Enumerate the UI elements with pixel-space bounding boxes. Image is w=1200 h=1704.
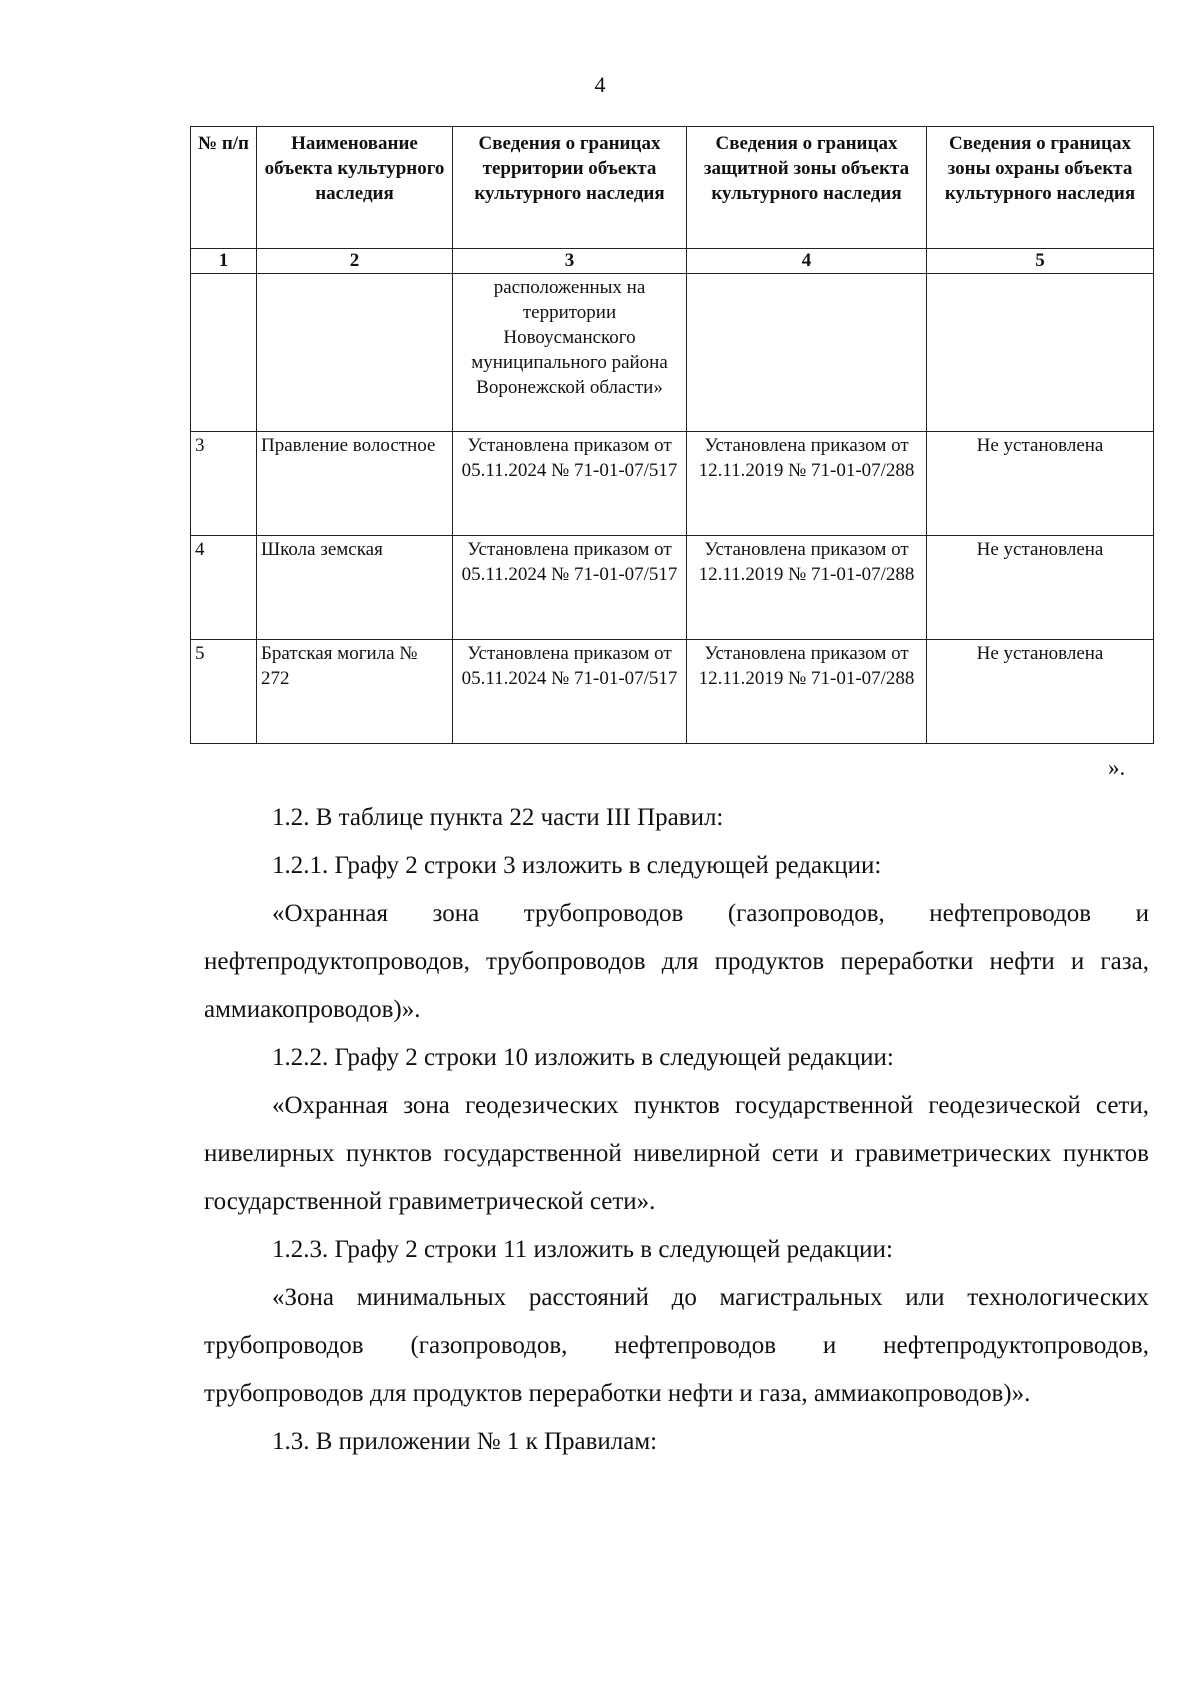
cell-object-name: Правление волостное bbox=[257, 432, 453, 536]
cell-object-name: Школа земская bbox=[257, 536, 453, 640]
cell-protective-zone: Установлена приказом от 12.11.2019 № 71-01-07/288 bbox=[687, 536, 927, 640]
cell-object-name bbox=[257, 274, 453, 432]
table-row bbox=[191, 274, 1154, 432]
column-number: 2 bbox=[257, 249, 453, 274]
header-protection-zone: Сведения о границах зоны охраны объекта культурного наследия bbox=[927, 127, 1154, 249]
table-header-row bbox=[191, 127, 1154, 249]
header-territory: Сведения о границах территории объекта культурного наследия bbox=[453, 127, 687, 249]
header-object-name: Наименование объекта культурного наследия bbox=[257, 127, 453, 249]
paragraph: 1.2. В таблице пункта 22 части III Правил: bbox=[272, 804, 724, 831]
paragraph: 1.2.3. Графу 2 строки 11 изложить в следующей редакции: bbox=[272, 1236, 893, 1263]
paragraph: 1.2.1. Графу 2 строки 3 изложить в следующей редакции: bbox=[272, 852, 882, 879]
cell-number: 5 bbox=[191, 640, 257, 744]
cell-protection-zone: Не установлена bbox=[927, 432, 1154, 536]
paragraph: «Зона минимальных расстояний до магистральных или технологических трубопроводов (газопроводов, нефтепроводов и нефтепродуктопроводов, трубопроводов для продуктов переработки нефти и газа, аммиакопроводов)». bbox=[204, 1284, 1149, 1407]
table-row bbox=[191, 432, 1154, 536]
paragraph: «Охранная зона геодезических пунктов государственной геодезической сети, нивелирных пунктов государственной нивелирной сети и гравиметрических пунктов государственной гравиметрической сети». bbox=[204, 1092, 1149, 1215]
column-number: 1 bbox=[191, 249, 257, 274]
cell-territory: Установлена приказом от 05.11.2024 № 71-01-07/517 bbox=[453, 640, 687, 744]
page-number: 4 bbox=[594, 72, 606, 97]
cell-protective-zone bbox=[687, 274, 927, 432]
cell-number: 4 bbox=[191, 536, 257, 640]
cell-protective-zone: Установлена приказом от 12.11.2019 № 71-01-07/288 bbox=[687, 640, 927, 744]
table-row bbox=[191, 640, 1154, 744]
header-protective-zone: Сведения о границах защитной зоны объекта культурного наследия bbox=[687, 127, 927, 249]
heritage-table bbox=[190, 126, 1154, 744]
column-number: 4 bbox=[687, 249, 927, 274]
cell-object-name: Братская могила № 272 bbox=[257, 640, 453, 744]
cell-territory: расположенных на территории Новоусманского муниципального района Воронежской области» bbox=[453, 274, 687, 432]
paragraph: 1.3. В приложении № 1 к Правилам: bbox=[272, 1428, 658, 1455]
column-numbers-row bbox=[191, 249, 1154, 274]
cell-protective-zone: Установлена приказом от 12.11.2019 № 71-01-07/288 bbox=[687, 432, 927, 536]
paragraph: «Охранная зона трубопроводов (газопроводов, нефтепроводов и нефтепродуктопроводов, трубопроводов для продуктов переработки нефти и газа, аммиакопроводов)». bbox=[204, 900, 1149, 1023]
cell-number bbox=[191, 274, 257, 432]
cell-protection-zone bbox=[927, 274, 1154, 432]
cell-territory: Установлена приказом от 05.11.2024 № 71-01-07/517 bbox=[453, 536, 687, 640]
table-row bbox=[191, 536, 1154, 640]
column-number: 3 bbox=[453, 249, 687, 274]
body-text bbox=[204, 794, 1149, 1466]
column-number: 5 bbox=[927, 249, 1154, 274]
cell-number: 3 bbox=[191, 432, 257, 536]
paragraph: 1.2.2. Графу 2 строки 10 изложить в следующей редакции: bbox=[272, 1044, 894, 1071]
cell-territory: Установлена приказом от 05.11.2024 № 71-01-07/517 bbox=[453, 432, 687, 536]
cell-protection-zone: Не установлена bbox=[927, 536, 1154, 640]
closing-quote: ». bbox=[1108, 755, 1126, 780]
cell-protection-zone: Не установлена bbox=[927, 640, 1154, 744]
header-number: № п/п bbox=[191, 127, 257, 249]
